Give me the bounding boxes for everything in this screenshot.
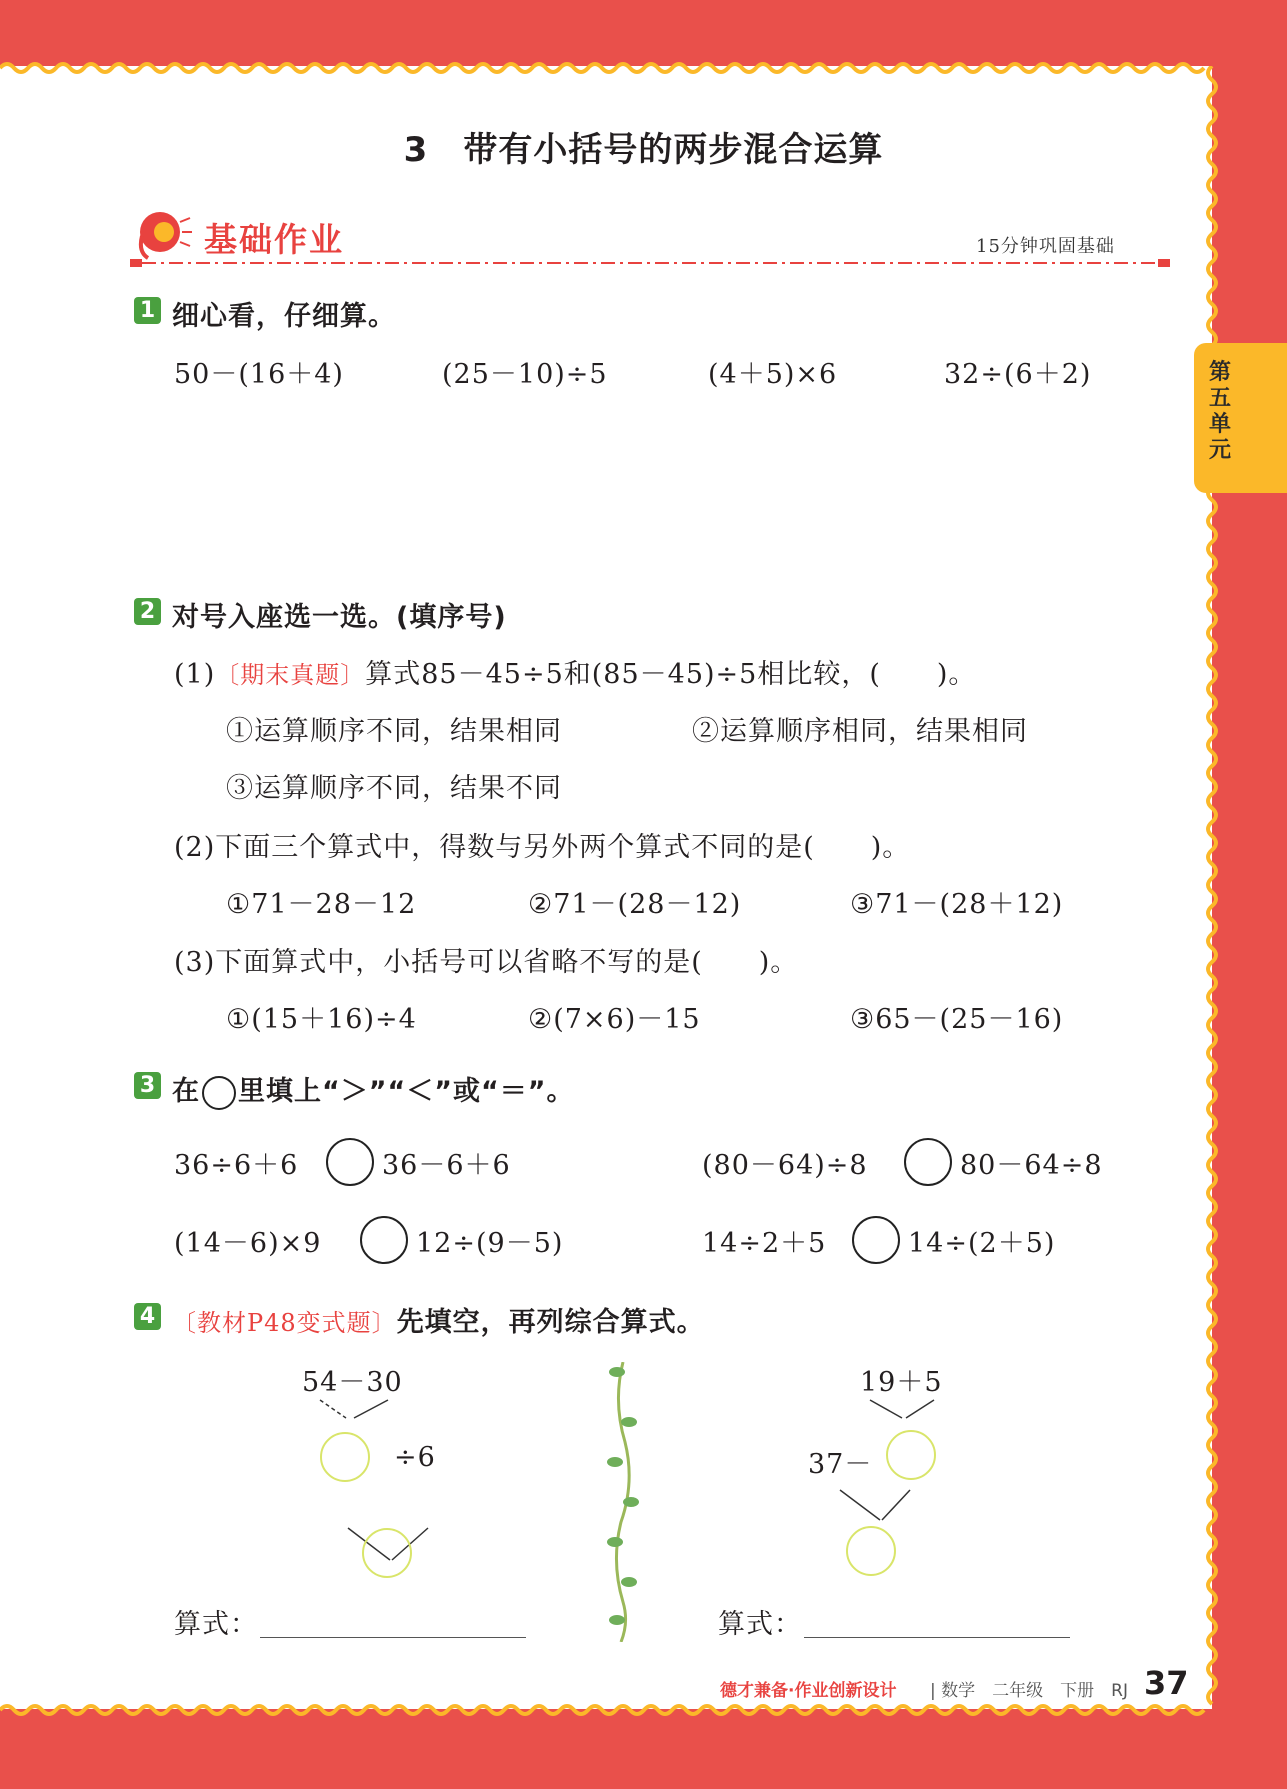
section-label: 基础作业 [204, 220, 344, 259]
q4-tag: 〔教材P48变式题〕 [172, 1309, 397, 1337]
q2-part1-line [174, 652, 976, 691]
section-divider [130, 257, 1170, 269]
left-formula-answer-line[interactable] [260, 1637, 526, 1638]
page-number: 37 [1144, 1664, 1189, 1702]
left-tree-circle-1[interactable] [320, 1432, 370, 1482]
q2-part1-opt-2[interactable]: ②运算顺序相同，结果相同 [692, 716, 1028, 747]
question-3-number: 3 [134, 1072, 161, 1099]
q3-row4-right: 14÷(2＋5) [908, 1228, 1056, 1259]
page-title: 3 带有小括号的两步混合运算 [403, 130, 884, 170]
right-formula-answer-line[interactable] [804, 1637, 1070, 1638]
right-formula-label: 算式： [718, 1609, 802, 1640]
q3-title-b: 里填上“＞”“＜”或“＝”。 [238, 1076, 575, 1107]
q3-row3-answer-circle[interactable] [360, 1216, 408, 1264]
left-tree-op: ÷6 [394, 1442, 436, 1473]
right-tree-circle-2[interactable] [846, 1526, 896, 1576]
q2-part3-opt-1[interactable]: ①(15＋16)÷4 [226, 1004, 417, 1035]
footer-brand: 德才兼备·作业创新设计 [720, 1681, 897, 1701]
question-3-title [172, 1069, 574, 1110]
q3-row2-answer-circle[interactable] [904, 1138, 952, 1186]
right-tree-top: 19＋5 [860, 1367, 943, 1398]
q2-part2-opt-3[interactable]: ③71－(28＋12) [850, 889, 1064, 920]
q2-part2-text: (2)下面三个算式中，得数与另外两个算式不同的是( )。 [174, 832, 911, 863]
section-note: 15分钟巩固基础 [976, 236, 1115, 257]
unit-tab-label: 第五单元 [1208, 360, 1231, 463]
right-wavy-border [1200, 66, 1224, 1709]
q1-expr-2: (25－10)÷5 [442, 359, 608, 390]
q2-part1-opt-3[interactable]: ③运算顺序不同，结果不同 [226, 773, 562, 804]
q2-part2-opt-1[interactable]: ①71－28－12 [226, 889, 417, 920]
q2-part3-text: (3)下面算式中，小括号可以省略不写的是( )。 [174, 947, 799, 978]
right-tree-circle-1[interactable] [886, 1430, 936, 1480]
question-1-title: 细心看，仔细算。 [172, 301, 396, 332]
question-4-number: 4 [134, 1303, 161, 1330]
right-tree-op: 37－ [808, 1449, 873, 1480]
question-2-number: 2 [134, 598, 161, 625]
q2-part3-opt-2[interactable]: ②(7×6)－15 [528, 1004, 701, 1035]
q3-title-circle-icon [202, 1076, 236, 1110]
q2-part1-text: 算式85－45÷5和(85－45)÷5相比较，( )。 [365, 659, 977, 690]
q2-part3-opt-3[interactable]: ③65－(25－16) [850, 1004, 1064, 1035]
left-tree-top: 54－30 [302, 1367, 403, 1398]
left-tree-circle-2[interactable] [362, 1528, 412, 1578]
q3-title-a: 在 [172, 1076, 200, 1107]
q3-row3-right: 12÷(9－5) [416, 1228, 564, 1259]
q3-row3-left: (14－6)×9 [174, 1228, 322, 1259]
q3-row1-right: 36－6＋6 [382, 1150, 511, 1181]
left-tree-lines [300, 1392, 500, 1652]
q2-part1-tag: 〔期末真题〕 [215, 661, 366, 689]
bottom-wavy-border [0, 1698, 1212, 1722]
q4-title-text: 先填空，再列综合算式。 [396, 1307, 705, 1338]
footer-book-info: | 数学 二年级 下册 RJ [930, 1681, 1128, 1701]
q3-row4-answer-circle[interactable] [852, 1216, 900, 1264]
q3-row2-right: 80－64÷8 [960, 1150, 1103, 1181]
question-1-number: 1 [134, 297, 161, 324]
q3-row2-left: (80－64)÷8 [702, 1150, 868, 1181]
q2-part2-opt-2[interactable]: ②71－(28－12) [528, 889, 742, 920]
q3-row1-left: 36÷6＋6 [174, 1150, 299, 1181]
q1-expr-1: 50－(16＋4) [174, 359, 344, 390]
q3-row1-answer-circle[interactable] [326, 1138, 374, 1186]
lightbulb-icon [132, 206, 194, 262]
question-2-title: 对号入座选一选。(填序号) [172, 602, 507, 633]
q1-expr-3: (4＋5)×6 [708, 359, 838, 390]
q1-expr-4: 32÷(6＋2) [944, 359, 1092, 390]
vine-divider [603, 1362, 643, 1642]
q2-part1-prefix: (1) [174, 659, 216, 690]
left-formula-label: 算式： [174, 1609, 258, 1640]
q2-part1-opt-1[interactable]: ①运算顺序不同，结果相同 [226, 716, 562, 747]
q3-row4-left: 14÷2＋5 [702, 1228, 827, 1259]
right-tree-lines [830, 1392, 1030, 1652]
top-wavy-border [0, 56, 1212, 80]
question-4-title [172, 1300, 705, 1339]
